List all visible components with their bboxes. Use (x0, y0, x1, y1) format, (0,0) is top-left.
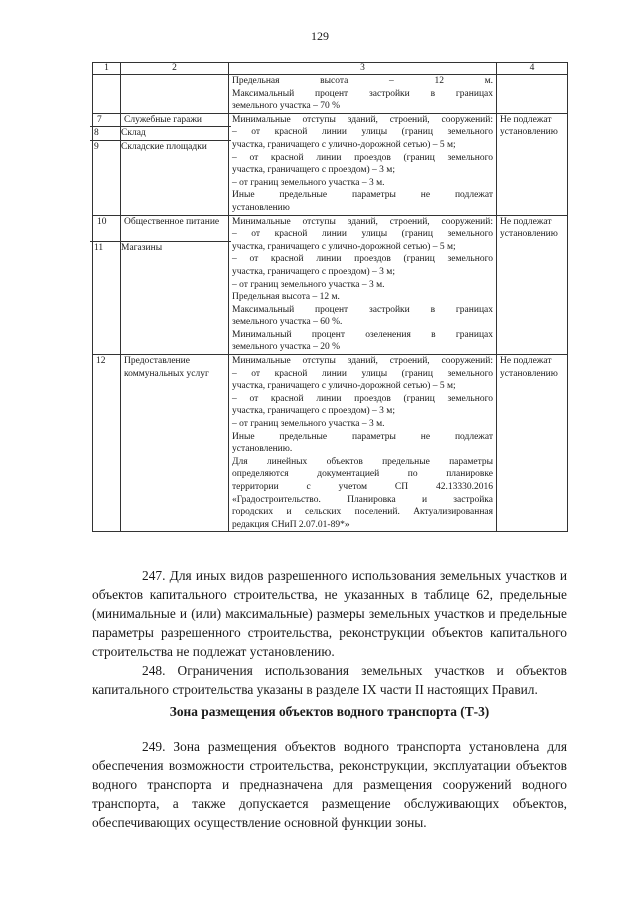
row-number: 9 (90, 140, 123, 154)
req-line: Минимальный процент озеленения в границах (232, 329, 493, 340)
req-line: Иные предельные параметры не подлежат (232, 431, 493, 442)
req-line: участка, граничащего с улично-дорожной сетью) – 5 м; (232, 381, 456, 392)
req-line: земельного участка – 70 % (232, 101, 340, 112)
use-name: Складские площадки (118, 140, 231, 154)
req-line: Минимальные отступы зданий, строений, сооружений: (232, 216, 493, 227)
req-line: участка, граничащего с проездом) – 3 м; (232, 406, 395, 417)
req-line: городских и сельских поселений. Актуализированная (232, 507, 493, 518)
req-line: земельного участка – 20 % (232, 342, 340, 353)
req-line: Минимальные отступы зданий, строений, сооружений: (232, 114, 493, 125)
row-number: 12 (93, 355, 121, 532)
requirements-cell (229, 215, 497, 355)
req-line: участка, граничащего с улично-дорожной сетью) – 5 м; (232, 241, 456, 252)
use-name: Общественное питание (124, 216, 220, 227)
paragraph-249: 249. Зона размещения объектов водного транспорта установлена для обеспечения возможности строительства, реконструкции, эксплуатации объектов водного транспорта и предназначена для размещения сооружений водного транспорта, а также допускается размещение обслуживающих объектов, обеспечивающих осуществление основной функции зоны. (92, 739, 567, 830)
req-line: земельного участка – 60 %. (232, 317, 343, 328)
zone-heading: Зона размещения объектов водного транспорта (Т-3) (169, 704, 490, 719)
req-line: участка, граничащего с проездом) – 3 м; (232, 266, 395, 277)
row-number-cell (93, 113, 121, 215)
body-text-lower (92, 737, 567, 832)
req-line: Предельная высота – 12 м. (232, 76, 493, 86)
req-line: определяются документацией по планировке (232, 469, 493, 480)
req-line: Минимальные отступы зданий, строений, сооружений: (232, 356, 493, 367)
req-line: Иные предельные параметры не подлежат (232, 190, 493, 201)
requirements-cell (229, 75, 497, 114)
table-header-row (93, 63, 568, 75)
use-name: Служебные гаражи (124, 114, 202, 125)
note-cell: Не подлежат установлению (497, 215, 568, 355)
table-row (93, 113, 568, 215)
use-name: Магазины (118, 241, 231, 255)
use-name-cell (121, 215, 229, 355)
row-number: 10 (97, 216, 107, 227)
use-name: Предоставление коммунальных услуг (121, 355, 229, 532)
req-line: – от красной линии проездов (границ земельного (232, 254, 493, 265)
paragraph-247: 247. Для иных видов разрешенного использования земельных участков и объектов капитального строительства, не указанных в таблице 62, предельные (минимальные и (или) максимальные) размеры земельных участков и предельные параметры разрешенного строительства, реконструкции объектов капитального строительства не подлежат установлению. (92, 568, 567, 659)
req-line: – от границ земельного участка – 3 м. (232, 279, 385, 290)
req-line: участка, граничащего с улично-дорожной сетью) – 5 м; (232, 139, 456, 150)
table-row (93, 215, 568, 355)
req-line: Для линейных объектов предельные параметры (232, 456, 493, 467)
note-cell: Не подлежат установлению (497, 355, 568, 532)
requirements-cell (229, 355, 497, 532)
req-line: установлению (232, 202, 290, 213)
req-line: – от границ земельного участка – 3 м. (232, 177, 385, 188)
req-line: – от красной линии улицы (границ земельного (232, 127, 493, 138)
paragraph-248: 248. Ограничения использования земельных участков и объектов капитального строительства указаны в разделе IX части II настоящих Правил. (92, 663, 567, 697)
table-row (93, 75, 568, 114)
row-number: 7 (97, 114, 102, 125)
use-name-cell (121, 113, 229, 215)
row-number: 8 (90, 126, 123, 140)
req-line: участка, граничащего с проездом) – 3 м; (232, 165, 395, 176)
row-number-cell (93, 215, 121, 355)
requirements-cell (229, 113, 497, 215)
req-line: – от границ земельного участка – 3 м. (232, 419, 385, 430)
header-cell: 3 (229, 63, 497, 75)
req-line: редакция СНиП 2.07.01-89*» (232, 519, 350, 530)
row-number: 11 (90, 241, 123, 255)
header-cell: 4 (497, 63, 568, 75)
req-line: – от красной линии проездов (границ земельного (232, 393, 493, 404)
header-cell: 1 (93, 63, 121, 75)
body-text-upper (92, 566, 567, 699)
req-line: Предельная высота – 12 м. (232, 292, 340, 303)
note-cell: Не подлежат установлению (497, 113, 568, 215)
header-cell: 2 (121, 63, 229, 75)
req-line: территории с учетом СП 42.13330.2016 (232, 482, 493, 492)
req-line: установлению. (232, 444, 293, 455)
req-line: «Градостроительство. Планировка и застройка (232, 494, 493, 505)
table-row (93, 355, 568, 532)
req-line: – от красной линии улицы (границ земельного (232, 229, 493, 240)
req-line: – от красной линии проездов (границ земельного (232, 152, 493, 163)
req-line: – от красной линии улицы (границ земельного (232, 368, 493, 379)
page-number: 129 (311, 29, 329, 43)
regulations-table (92, 62, 568, 532)
req-line: Максимальный процент застройки в границах (232, 88, 493, 99)
req-line: Максимальный процент застройки в границах (232, 304, 493, 315)
use-name: Склад (118, 126, 231, 140)
